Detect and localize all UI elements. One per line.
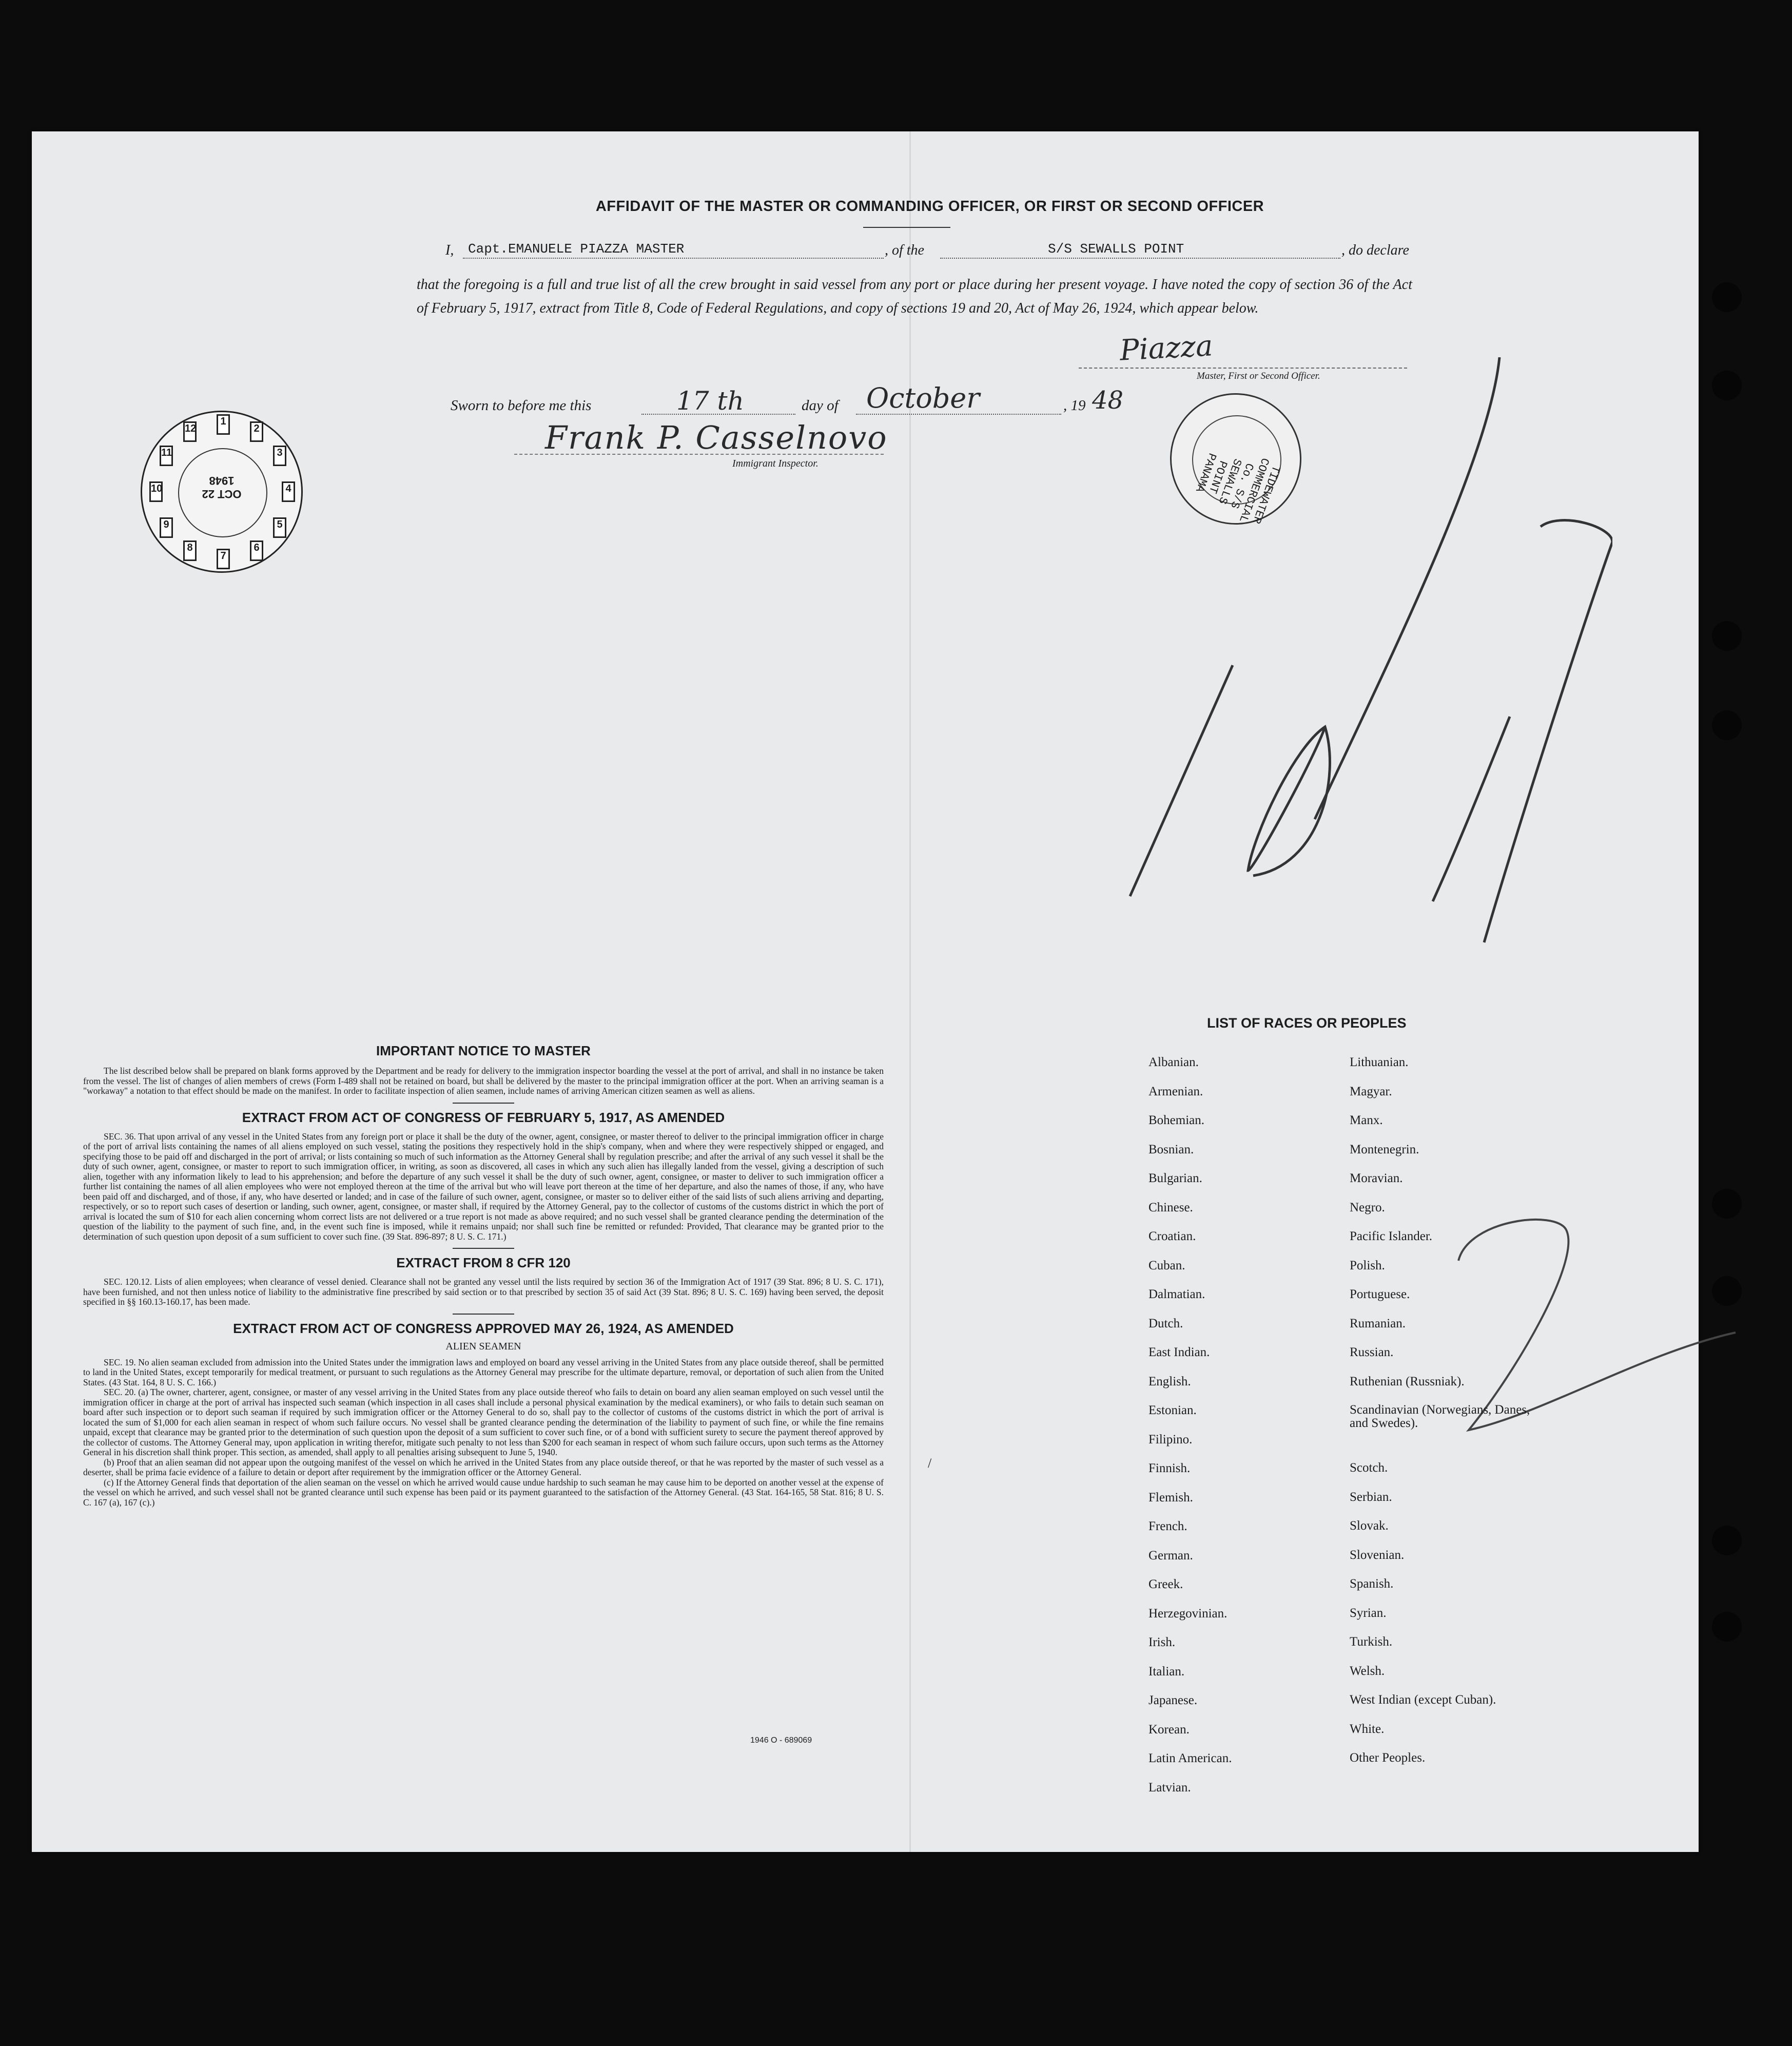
vessel-name: S/S SEWALLS POINT [1048,241,1184,257]
race-item: Dalmatian. [1148,1287,1205,1301]
race-item: Dutch. [1148,1316,1183,1330]
race-item: Serbian. [1350,1490,1392,1504]
do-declare-label: , do declare [1341,242,1409,258]
extract-cfr-body [83,1277,884,1307]
race-item: Montenegrin. [1350,1142,1419,1156]
extract-1924-paragraph: SEC. 19. No alien seaman excluded from admission into the United States under the immigration laws and employed on board any vessel arriving in the United States from any place outside thereof, shall be permitted to land in the United States, except temporarily for medical treatment, or pursuant to such regulations as the Attorney General may prescribe for the ultimate departure, removal, or deportation of such alien from the United States. (43 Stat. 164, 8 U. S. C. 166.) [83,1357,884,1387]
extract-1917-title: EXTRACT FROM ACT OF CONGRESS OF FEBRUARY 5, 1917, AS AMENDED [242,1109,725,1125]
race-item: Moravian. [1350,1171,1403,1185]
race-item: Greek. [1148,1577,1183,1591]
stamp-digit: 5 [277,519,283,530]
race-item: Latin American. [1148,1751,1232,1765]
race-item: Rumanian. [1350,1316,1406,1330]
year-suffix: 48 [1092,386,1124,415]
stamp-digit: 10 [151,483,163,494]
signature-caption: Master, First or Second Officer. [1197,371,1320,381]
race-item: Albanian. [1148,1055,1199,1069]
of-the-label: , of the [885,242,924,258]
extract-1917-body [83,1132,884,1242]
inspector-line [514,453,884,455]
race-item: Irish. [1148,1635,1176,1649]
stamp-digit: 6 [254,542,260,553]
stamp-segment [282,481,295,502]
stamp-digit: 11 [161,447,172,458]
race-item: Bohemian. [1148,1113,1205,1127]
punch-hole [1712,710,1742,740]
section-rule [453,1103,514,1104]
stamp-digit: 8 [187,542,193,553]
mark-stroke-1 [1130,665,1233,896]
stamp-digit: 4 [285,483,291,494]
punch-hole [1712,371,1742,400]
tick-mark: / [928,1456,932,1471]
race-item: Filipino. [1148,1432,1193,1446]
extract-1924-paragraph: SEC. 20. (a) The owner, charterer, agent, consignee, or master of any vessel arriving in the United States from any place outside thereof who fails to detain on board any alien seaman employed on such vessel until the immigration officer in charge at the port of arrival has inspected such seaman (which inspection in all cases shall include a personal physical examination by the medical examiners), or who fails to detain such seaman on board after such inspection or to deport such seaman if required by such immigration officer or the Attorney General to do so, shall pay to the collector of customs of the customs district in which the port of arrival is located the sum of $1,000 for each alien seaman in respect of whom such failure occurs. No vessel shall be granted clearance pending the determination of the liability to payment of such fine, or while the fine remains unpaid, except that clearance may be granted prior to the determination of such question upon the deposit of a sum sufficient to cover such fine, or of a bond with sufficient surety to secure the payment thereof approved by the collector of customs. The Attorney General may, upon application in writing therefor, mitigate such penalty to not less than $200 for each seaman in respect of whom such failure occurs, upon such terms as the Attorney General in his discretion shall think proper. This section, as amended, shall apply to all penalties arising subsequent to June 5, 1940. [83,1387,884,1457]
notice-paragraph: The list described below shall be prepared on blank forms approved by the Department and be ready for delivery to the immigration inspector boarding the vessel at the port of arrival, and shall in no instance be taken from the vessel. The list of changes of alien members of crews (Form I-489 shall not be retained on board, but shall be delivered by the master to the principal immigration officer at the port. When an arriving seaman is a "workaway" a notation to that effect should be made on the manifest. In order to facilitate inspection of alien seamen, include names of arriving American citizen seamen as well as aliens. [83,1066,884,1096]
date-stamp-text: OCT 22 1948 [202,474,242,500]
notice-column [83,1043,884,1508]
race-item: Estonian. [1148,1403,1197,1417]
race-item: Spanish. [1350,1577,1394,1591]
race-item: West Indian (except Cuban). [1350,1693,1496,1707]
mark-stroke-3 [1315,357,1499,819]
race-item: Syrian. [1350,1606,1387,1620]
race-item: Slovenian. [1350,1548,1405,1562]
stamp-digit: 2 [254,423,260,434]
race-item: Portuguese. [1350,1287,1410,1301]
punch-hole [1712,1276,1742,1306]
races-title: LIST OF RACES OR PEOPLES [1207,1015,1407,1031]
handwritten-mark-text: 10/17 [1099,357,1101,358]
print-code: 1946 O - 689069 [750,1736,812,1745]
race-item: Pacific Islander. [1350,1229,1433,1243]
stamp-segment [160,517,173,538]
day-of-label: day of [802,397,839,414]
notice-title: IMPORTANT NOTICE TO MASTER [376,1043,591,1058]
master-signature: Piazza [1119,329,1214,368]
race-item: Ruthenian (Russniak). [1350,1374,1465,1388]
extract-1917-paragraph: SEC. 36. That upon arrival of any vessel in the United States from any foreign port or place it shall be the duty of the owner, agent, consignee, or master thereof to deliver to the principal immigration officer in charge of the port of arrival lists containing the names of all aliens employed on such vessel, stating the positions they respectively hold in the ship's company, when and where they were respectively shipped or engaged, and specifying those to be paid off and discharged in the port of arrival; or lists containing so much of such information as the Attorney General shall by regulation prescribe; and after the arrival of any such vessel it shall be the duty of such owner, agent, consignee, or master to report to such immigration officer, in writing, as soon as discovered, all cases in which any such alien has illegally landed from the vessel, giving a description of such alien, together with any information likely to lead to his apprehension; and before the departure of any such vessel it shall be the duty of such owner, agent, consignee, or master to deliver to such immigration officer a further list containing the names of all alien employees who were not employed thereon at the time of the arrival but who will leave port thereon at the time of her departure, and also the names of those, if any, who have been paid off and discharged, and of those, if any, who have deserted or landed; and in case of the failure of such owner, agent, consignee, or master so to deliver either of the said lists of such aliens arriving and departing, respectively, or so to report such cases of desertion or landing, such owner, agent, consignee, or master shall, if required by the Attorney General, pay to the collector of customs of the customs district in which the port of arrival is located the sum of $10 for each alien concerning whom correct lists are not delivered or a true report is not made as above required; and no such vessel shall be granted clearance pending the determination of the question of the liability to the payment of such fine, and, in the event such fine is imposed, while it remains unpaid; nor shall such fine be remitted or refunded: Provided, That clearance may be granted prior to the determination of such question upon deposit of a sum sufficient to cover such fine. (39 Stat. 896-897; 8 U. S. C. 171.) [83,1131,884,1242]
master-name: Capt.EMANUELE PIAZZA MASTER [468,241,685,257]
extract-cfr-title: EXTRACT FROM 8 CFR 120 [396,1255,571,1270]
punch-hole [1712,621,1742,651]
race-item: Herzegovinian. [1148,1606,1228,1620]
race-item: Other Peoples. [1350,1751,1426,1765]
stamp-digit: 3 [277,447,283,458]
punch-hole [1712,1189,1742,1219]
race-item: Scotch. [1350,1461,1388,1475]
declaration-text: that the foregoing is a full and true list of all the crew brought in said vessel from any port or place during her present voyage. I have noted the copy of section 36 of the Act of February 5, 1917, extract from Title 8, Code of Federal Regulations, and copy of sections 19 and 20, Act of May 26, 1924, which appear below. [417,277,1412,316]
stamp-segment [217,414,230,435]
race-item: Magyar. [1350,1084,1392,1098]
stamp-segment [217,549,230,569]
race-item: English. [1148,1374,1191,1388]
title-rule [863,227,950,228]
race-item: White. [1350,1722,1385,1736]
stamp-digit: 12 [185,423,197,434]
race-item: Flemish. [1148,1490,1193,1504]
stamp-segment [149,481,163,502]
extract-1924-paragraph: (c) If the Attorney General finds that deportation of the alien seaman on the vessel on which he arrived would cause undue hardship to such seaman he may cause him to be deported on another vessel at the expense of the vessel on which he arrived, and such vessel shall not be granted clearance until such expense has been paid or its payment guaranteed to the satisfaction of the Attorney General. (43 Stat. 164-165, 58 Stat. 816; 8 U. S. C. 167 (a), 167 (c).) [83,1477,884,1508]
race-item: East Indian. [1148,1345,1210,1359]
sworn-label: Sworn to before me this [451,397,592,414]
extract-1924-subtitle: ALIEN SEAMEN [445,1340,521,1352]
stamp-segment [160,446,173,466]
race-item: Turkish. [1350,1635,1393,1649]
punch-hole [1712,1612,1742,1642]
race-item: Lithuanian. [1350,1055,1409,1069]
race-item: Russian. [1350,1345,1394,1359]
race-item: Bulgarian. [1148,1171,1202,1185]
race-item: Latvian. [1148,1780,1191,1794]
race-item: French. [1148,1519,1187,1533]
date-stamp [141,411,303,573]
race-item: Scandinavian (Norwegians, Danes, and Swedes). [1350,1403,1530,1430]
section-rule [453,1248,514,1249]
race-item: Italian. [1148,1664,1185,1678]
extract-1924-title: EXTRACT FROM ACT OF CONGRESS APPROVED MAY 26, 1924, AS AMENDED [233,1320,734,1336]
stamp-segment [183,421,197,442]
handwritten-mark [1099,357,1612,973]
race-item: Japanese. [1148,1693,1198,1707]
race-item: Slovak. [1350,1519,1389,1533]
declaration-line [417,242,1469,268]
race-item: Welsh. [1350,1664,1385,1678]
year-prefix: , 19 [1063,397,1086,414]
mark-stroke-4 [1433,717,1510,901]
affidavit-title: AFFIDAVIT OF THE MASTER OR COMMANDING OFFICER, OR FIRST OR SECOND OFFICER [595,198,1264,215]
company-stamp-text: TIDEWATER COMMERCIAL Co. S/S SEWALLS POINT PANAMA [1192,451,1282,526]
race-item: Finnish. [1148,1461,1191,1475]
notice-body [83,1066,884,1096]
race-item: Chinese. [1148,1200,1193,1214]
sworn-day: 17 th [676,386,744,416]
manifest-page [32,131,1699,1852]
stamp-segment [273,446,286,466]
race-item: Croatian. [1148,1229,1196,1243]
stamp-segment [273,517,286,538]
stamp-digit: 9 [163,519,169,530]
extract-cfr-paragraph: SEC. 120.12. Lists of alien employees; when clearance of vessel denied. Clearance shall not be granted any vessel until the lists required by section 36 of the Immigration Act of 1917 (39 Stat. 896; 8 U. S. C. 171), have been furnished, and not then unless notice of liability to the administrative fine prescribed by said section or to that prescribed by section 35 of said Act (39 Stat. 896; 8 U. S. C. 169) having been served, the deposit specified in §§ 160.13-160.17, has been made. [83,1277,884,1307]
sworn-month: October [866,382,980,414]
extract-1924-paragraph: (b) Proof that an alien seaman did not appear upon the outgoing manifest of the vessel on which he arrived in the United States from any place outside thereof, or that he was reported by the master of such vessel as a deserter, shall be prima facie evidence of a failure to detain or deport after requirement by the immigration officer or the Attorney General. [83,1457,884,1477]
inspector-caption: Immigrant Inspector. [732,458,819,469]
race-item: Bosnian. [1148,1142,1194,1156]
two-stroke [1458,1220,1736,1430]
race-item: Manx. [1350,1113,1383,1127]
race-item: Korean. [1148,1722,1190,1736]
extract-1924-body [83,1358,884,1508]
stamp-segment [250,421,263,442]
punch-hole [1712,1526,1742,1555]
stamp-segment [183,541,197,561]
section-rule [453,1314,514,1315]
i-label: I, [445,242,454,258]
stamp-digit: 7 [220,550,226,562]
stamp-segment [250,541,263,561]
race-item: German. [1148,1548,1193,1562]
race-item: Negro. [1350,1200,1385,1214]
inspector-signature: Frank P. Casselnovo [545,419,888,456]
stamp-digit: 1 [220,416,226,427]
race-item: Polish. [1350,1258,1385,1272]
punch-hole [1712,282,1742,312]
race-item: Armenian. [1148,1084,1203,1098]
race-item: Cuban. [1148,1258,1185,1272]
mark-stroke-2 [1248,727,1330,876]
